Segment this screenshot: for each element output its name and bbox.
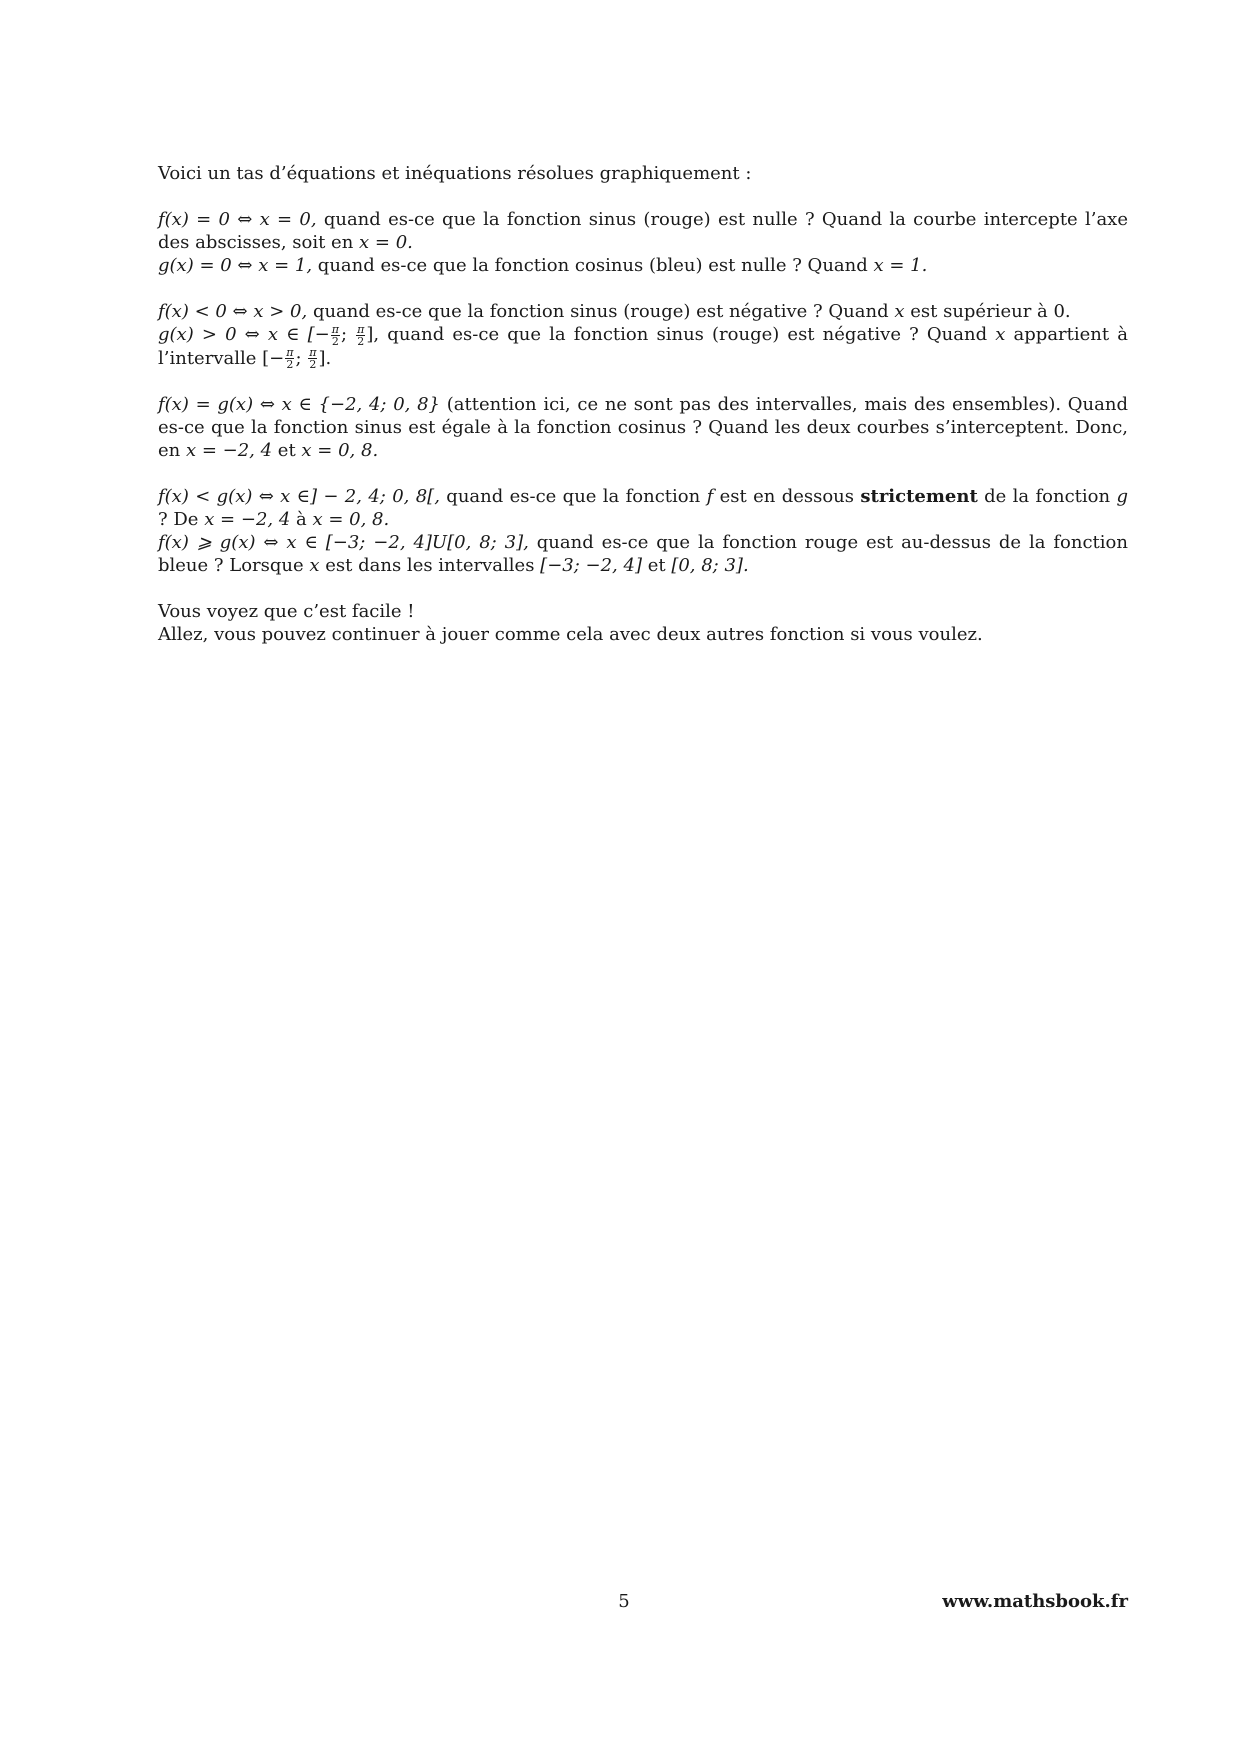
page-number: 5: [618, 1591, 630, 1612]
text-g-eq-0: quand es-ce que la fonction cosinus (bleu) est nulle ? Quand: [312, 255, 874, 276]
math-x-eq-0: x = 0.: [359, 232, 413, 253]
line-f-geq-g: f(x) ⩾ g(x) ⇔ x ∈ [−3; −2, 4]U[0, 8; 3], quand es-ce que la fonction rouge est au-dessus de la fonction bleue ? Lorsque x est dans les intervalles [−3; −2, 4] et [0, 8; 3].: [158, 532, 1128, 576]
math-f-eq-g: f(x) = g(x) ⇔ x ∈ {−2, 4; 0, 8}: [158, 394, 440, 415]
fraction-pi-over-2: $\frac{\pi}{2}$: [331, 322, 339, 348]
text-f-eq-g: (attention ici, ce ne sont pas des intervalles, mais des ensembles). Quand es-ce que la fonction sinus est égale à la fonction cosinus ? Quand les deux courbes s’interceptent. Donc, en: [158, 394, 1129, 461]
math-g-eq-0: g(x) = 0 ⇔ x = 1,: [158, 255, 313, 276]
paragraph-inequalities: [158, 485, 1128, 577]
math-f-lt-g: f(x) < g(x) ⇔ x ∈] − 2, 4; 0, 8[,: [158, 486, 440, 507]
line-g-positive: g(x) > 0 ⇔ x ∈ [− $\frac{\pi}{2}$ ; $\frac{\pi}{2}$ ], quand es-ce que la fonction sinus (rouge) est négative ? Quand x appartient à l’intervalle [− $\frac{\pi}{2}$ ; $\frac{\pi}{2}$ ].: [158, 322, 1128, 371]
closing-line-2: Allez, vous pouvez continuer à jouer comme cela avec deux autres fonction si vous voulez.: [158, 624, 983, 645]
fraction-pi-over-2: $\frac{\pi}{2}$: [357, 322, 365, 348]
math-f-lt-0: f(x) < 0 ⇔ x > 0,: [158, 301, 308, 322]
math-x-0-8: x = 0, 8.: [312, 509, 390, 530]
math-g: g: [1116, 486, 1128, 507]
line-f-lt-g: f(x) < g(x) ⇔ x ∈] − 2, 4; 0, 8[, quand es-ce que la fonction f est en dessous strictement de la fonction g ? De x = −2, 4 à x = 0, 8.: [158, 486, 1128, 530]
text-f-eq-0: quand es-ce que la fonction sinus (rouge) est nulle ? Quand la courbe intercepte l’axe des abscisses, soit en: [158, 209, 1128, 253]
line-f-zero: [158, 208, 1128, 254]
math-var-x: x: [995, 324, 1006, 345]
math-g-gt-0: g(x) > 0 ⇔ x ∈ [−: [158, 324, 330, 345]
math-x-eq-1: x = 1.: [873, 255, 928, 276]
paragraph-equality: f(x) = g(x) ⇔ x ∈ {−2, 4; 0, 8} (attention ici, ce ne sont pas des intervalles, mais des ensembles). Quand es-ce que la fonction sinus est égale à la fonction cosinus ? Quand les deux courbes s’interceptent. Donc, en x = −2, 4 et x = 0, 8.: [158, 394, 1129, 461]
text-appartient: appartient à l’intervalle: [158, 324, 1128, 369]
line-g-zero: [158, 254, 1128, 277]
line-f-negative: [158, 300, 1128, 323]
intro-paragraph: [158, 162, 1128, 185]
text-superieur: est supérieur à 0.: [904, 301, 1071, 322]
paragraph-signs: [158, 300, 1128, 370]
math-x-0-8: x = 0, 8.: [301, 440, 379, 461]
math-interval-1: [−3; −2, 4]: [540, 555, 642, 576]
math-var-x: x: [309, 555, 320, 576]
footer-website: www.mathsbook.fr: [942, 1591, 1128, 1612]
math-f: f: [706, 486, 714, 507]
closing-line-1: Vous voyez que c’est facile !: [158, 601, 415, 622]
text-f-lt-0: quand es-ce que la fonction sinus (rouge) est négative ? Quand: [307, 301, 895, 322]
math-f-geq-g: f(x) ⩾ g(x) ⇔ x ∈ [−3; −2, 4]U[0, 8; 3],: [158, 532, 529, 553]
fraction-pi-over-2: $\frac{\pi}{2}$: [286, 346, 294, 371]
fraction-pi-over-2: $\frac{\pi}{2}$: [309, 346, 317, 371]
text-g-gt-0: quand es-ce que la fonction sinus (rouge) est négative ? Quand: [379, 324, 996, 345]
paragraph-zeros: [158, 208, 1128, 277]
emphasis-strictement: strictement: [860, 486, 978, 507]
math-var-x: x: [894, 301, 905, 322]
math-interval-2: [0, 8; 3].: [671, 555, 749, 576]
math-x-minus-2-4: x = −2, 4: [204, 509, 291, 530]
closing-paragraph: [158, 600, 1128, 646]
intro-text: Voici un tas d’équations et inéquations résolues graphiquement :: [158, 163, 752, 184]
document-body: [158, 162, 1128, 669]
math-f-eq-0: f(x) = 0 ⇔ x = 0,: [158, 209, 317, 230]
math-x-minus-2-4: x = −2, 4: [185, 440, 273, 461]
